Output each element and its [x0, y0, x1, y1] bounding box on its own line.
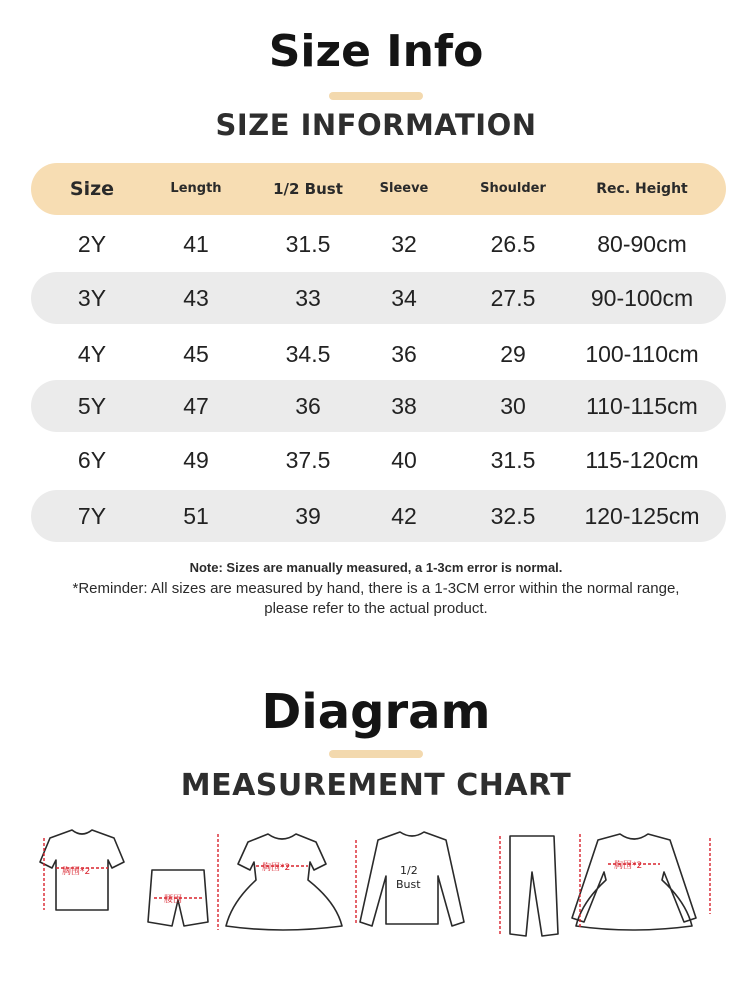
diagram-subtitle: MEASUREMENT CHART: [180, 768, 572, 803]
table-header-cell: Rec. Height: [596, 181, 688, 197]
table-row-cell: 115-120cm: [585, 447, 699, 473]
table-row: [31, 380, 726, 432]
title-accent-bar: [329, 92, 423, 100]
dress-bust-label: 胸围*2: [262, 863, 291, 873]
table-row-cell: 7Y: [77, 503, 107, 529]
table-row-cell: 43: [183, 285, 209, 311]
table-header-cell: 1/2 Bust: [273, 180, 343, 198]
measurement-diagram: [20, 818, 732, 948]
diagram-accent-bar: [329, 750, 423, 758]
diagram-title: Diagram: [261, 684, 491, 740]
table-row-cell: 80-90cm: [597, 231, 687, 257]
pants-outline: [510, 836, 558, 936]
table-row-cell: 3Y: [77, 285, 107, 311]
table-row-cell: 120-125cm: [584, 503, 700, 529]
waist-label: 腰围: [164, 895, 183, 905]
table-row-cell: 39: [295, 503, 321, 529]
table-header-cell: Shoulder: [480, 181, 546, 196]
dress2-bust-label: 胸围*2: [614, 861, 643, 871]
table-row-cell: 34.5: [285, 341, 331, 367]
table-row-cell: 2Y: [77, 231, 107, 257]
table-row-cell: 6Y: [77, 447, 107, 473]
table-row-cell: 30: [500, 393, 526, 419]
table-row: [31, 272, 726, 324]
table-header-cell: Length: [170, 181, 222, 196]
table-row-cell: 32: [391, 231, 417, 257]
table-row-cell: 110-115cm: [586, 393, 698, 419]
table-row: [31, 490, 726, 542]
note-text: Note: Sizes are manually measured, a 1-3cm error is normal.: [189, 560, 563, 575]
table-row-cell: 4Y: [77, 341, 107, 367]
bust-label: 胸围*2: [62, 867, 91, 877]
table-row-cell: 41: [183, 231, 209, 257]
table-row-cell: 49: [183, 447, 209, 473]
section-subtitle: SIZE INFORMATION: [215, 108, 537, 142]
table-row-cell: 31.5: [285, 231, 331, 257]
table-row-cell: 33: [295, 285, 321, 311]
table-row-cell: 27.5: [490, 285, 536, 311]
dress1-outline: [226, 834, 342, 930]
dress2-outline: [572, 834, 696, 930]
table-row-cell: 47: [183, 393, 209, 419]
table-row: [31, 328, 726, 380]
table-row-cell: 36: [391, 341, 417, 367]
table-row-cell: 38: [391, 393, 417, 419]
table-row: [31, 434, 726, 486]
table-row-cell: 34: [391, 285, 417, 311]
table-row-cell: 51: [183, 503, 209, 529]
table-header-cell: Sleeve: [379, 181, 429, 196]
table-row-cell: 29: [500, 341, 526, 367]
table-row-cell: 26.5: [490, 231, 536, 257]
table-row-cell: 100-110cm: [585, 341, 699, 367]
table-row-cell: 32.5: [490, 503, 536, 529]
reminder-text-line2: please refer to the actual product.: [264, 600, 488, 617]
page-title: Size Info: [268, 26, 484, 77]
reminder-text-line1: *Reminder: All sizes are measured by hand, there is a 1-3CM error within the normal range,: [72, 580, 680, 597]
half-bust-label: 1/2: [400, 864, 418, 877]
table-row-cell: 90-100cm: [590, 285, 694, 311]
half-bust-word: Bust: [396, 878, 421, 891]
table-row-cell: 31.5: [490, 447, 536, 473]
table-row: [31, 218, 726, 270]
table-row-cell: 45: [183, 341, 209, 367]
table-row-cell: 40: [391, 447, 417, 473]
table-header-cell: Size: [69, 178, 115, 200]
table-row-cell: 42: [391, 503, 417, 529]
table-header: [31, 163, 726, 215]
table-row-cell: 5Y: [77, 393, 107, 419]
table-row-cell: 36: [295, 393, 321, 419]
table-row-cell: 37.5: [285, 447, 331, 473]
